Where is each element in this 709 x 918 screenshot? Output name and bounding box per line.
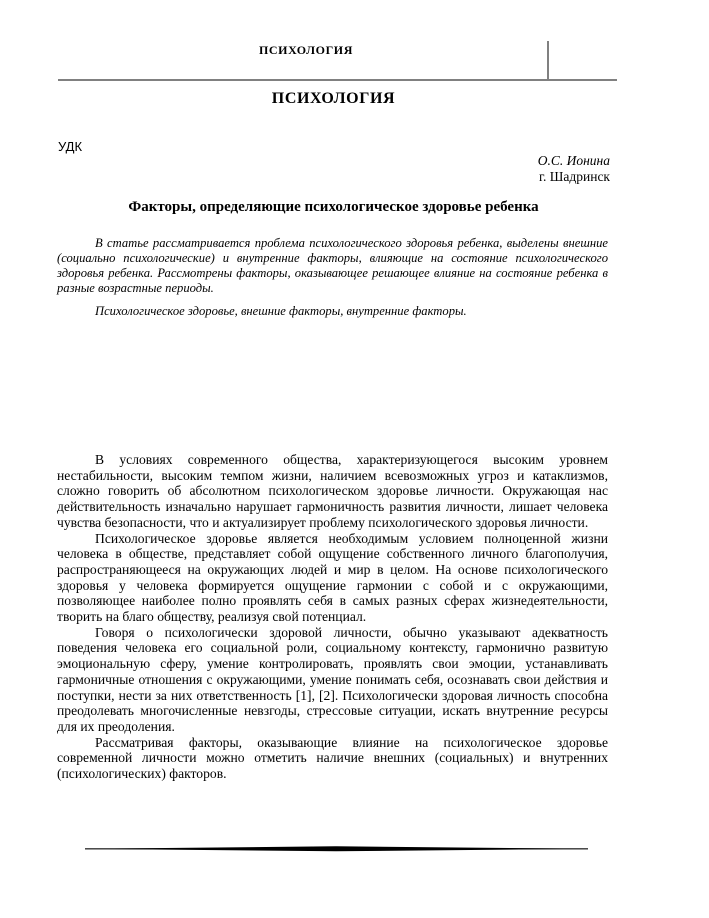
- body-paragraph: Говоря о психологически здоровой личности, обычно указывают адекватность поведения человека его социальной роли, социальному контексту, гармонично развитую эмоциональную сферу, умение контролировать, проявлять свои эмоции, устанавливать гармоничные отношения с окружающими, умение понимать себя, осознавать свои действия и поступки, нести за них ответственность [1], [2]. Психологически здоровая личность способна преодолевать многочисленные невзгоды, стрессовые ситуации, искать внутренние ресурсы для их преодоления.: [57, 624, 608, 734]
- udk-label: УДК: [58, 139, 83, 154]
- bottom-divider-rule: [85, 839, 588, 845]
- article-title: Факторы, определяющие психологическое здоровье ребенка: [128, 199, 539, 215]
- body-paragraph: Психологическое здоровье является необходимым условием полноценной жизни человека в обществе, представляет собой ощущение собственного личного благополучия, распространяющееся на окружающих людей и мир в целом. На основе психологического здоровья у человека формируется ощущение гармонии с собой и с окружающими, позволяющее наиболее полно проявлять себя в самых разных сферах жизнедеятельности, творить на благо обществу, реализуя свой потенциал.: [57, 530, 608, 625]
- author-name: О.С. Ионина: [537, 153, 610, 168]
- author-city: г. Шадринск: [539, 169, 610, 184]
- header-tick-mark: [547, 41, 549, 81]
- body-paragraph: Рассматривая факторы, оказывающие влияние на психологическое здоровье современной личности можно отметить наличие внешних (социальных) и внутренних (психологических) факторов.: [57, 734, 608, 782]
- article-keywords: Психологическое здоровье, внешние факторы, внутренние факторы.: [95, 304, 467, 318]
- author-block: [57, 153, 610, 185]
- body-paragraph: В условиях современного общества, характеризующегося высоким уровнем нестабильности, высоким темпом жизни, наличием всевозможных угроз и катаклизмов, сложно говорить об абсолютном психологическом здоровье личности. Окружающая нас действительность изначально нарушает гармоничность развития личности, лишает человека чувства безопасности, что и актуализирует проблему психологического здоровья личности.: [57, 452, 608, 530]
- running-head: ПСИХОЛОГИЯ: [258, 43, 354, 57]
- article-abstract: В статье рассматривается проблема психологического здоровья ребенка, выделены внешние (социально психологические) и внутренние факторы, влияющие на состояние психологического здоровья ребенка. Рассмотрены факторы, оказывающее решающее влияние на состояние ребенка в разные возрастные периоды.: [57, 236, 608, 295]
- header-rule: [58, 79, 617, 81]
- section-heading: ПСИХОЛОГИЯ: [271, 90, 396, 107]
- article-body: [57, 452, 608, 782]
